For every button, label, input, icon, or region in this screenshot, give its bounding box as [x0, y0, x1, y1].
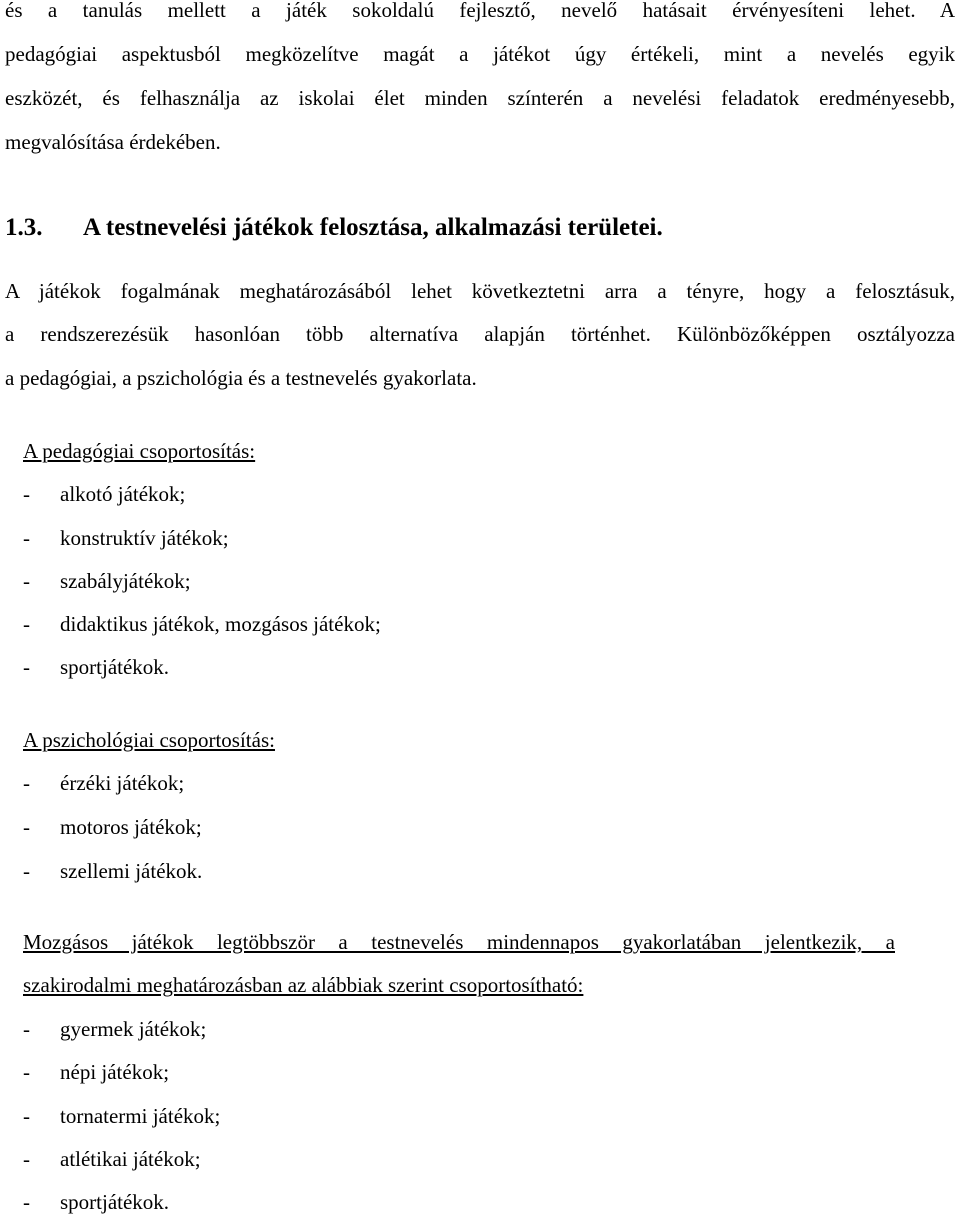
- list-marker: -: [23, 569, 30, 593]
- list-marker: -: [23, 771, 30, 795]
- intro-line-3: eszközét, és felhasználja az iskolai élet minden színterén a nevelési feladatok eredményesebb,: [5, 86, 955, 110]
- list-marker: -: [23, 655, 30, 679]
- list-item: [23, 859, 202, 883]
- movement-grouping-heading-line-1: Mozgásos játékok legtöbbször a testnevelés mindennapos gyakorlatában jelentkezik, a: [23, 930, 895, 954]
- list-marker: -: [23, 1104, 30, 1128]
- list-item-text: konstruktív játékok;: [60, 526, 229, 550]
- list-item: [23, 1060, 169, 1084]
- list-marker: -: [23, 482, 30, 506]
- intro-line-1: és a tanulás mellett a játék sokoldalú fejlesztő, nevelő hatásait érvényesíteni lehet. A: [5, 0, 955, 22]
- list-item: [23, 569, 191, 593]
- section-heading: [5, 214, 663, 242]
- list-marker: -: [23, 612, 30, 636]
- list-marker: -: [23, 859, 30, 883]
- list-item: [23, 1104, 220, 1128]
- section-paragraph-line-2: a rendszerezésük hasonlóan több alternatíva alapján történhet. Különbözőképpen osztályozza: [5, 322, 955, 346]
- list-item-text: didaktikus játékok, mozgásos játékok;: [60, 612, 381, 636]
- list-item-text: népi játékok;: [60, 1060, 170, 1084]
- section-title: A testnevelési játékok felosztása, alkalmazási területei.: [83, 214, 663, 241]
- intro-line-4: megvalósítása érdekében.: [5, 130, 221, 154]
- section-number: 1.3.: [5, 214, 43, 241]
- list-item-text: sportjátékok.: [60, 1190, 170, 1214]
- list-item-text: tornatermi játékok;: [60, 1104, 221, 1128]
- psychological-grouping-heading: A pszichológiai csoportosítás:: [23, 728, 275, 752]
- list-item: [23, 612, 381, 636]
- list-item: [23, 655, 169, 679]
- list-item-text: motoros játékok;: [60, 815, 202, 839]
- list-item-text: szabályjátékok;: [60, 569, 191, 593]
- section-paragraph-line-1: A játékok fogalmának meghatározásából lehet következtetni arra a tényre, hogy a felosztásuk,: [5, 279, 955, 303]
- list-item: [23, 482, 185, 506]
- list-marker: -: [23, 1060, 30, 1084]
- pedagogical-grouping-heading: A pedagógiai csoportosítás:: [23, 439, 256, 463]
- list-marker: -: [23, 1017, 30, 1041]
- list-item: [23, 526, 229, 550]
- list-item-text: sportjátékok.: [60, 655, 170, 679]
- list-marker: -: [23, 1190, 30, 1214]
- list-item: [23, 1147, 201, 1171]
- intro-line-2: pedagógiai aspektusból megközelítve magát a játékot úgy értékeli, mint a nevelés egyik: [5, 42, 955, 66]
- list-item-text: érzéki játékok;: [60, 771, 185, 795]
- list-item-text: alkotó játékok;: [60, 482, 186, 506]
- list-marker: -: [23, 1147, 30, 1171]
- section-paragraph-line-3: a pedagógiai, a pszichológia és a testnevelés gyakorlata.: [5, 366, 477, 390]
- list-item-text: szellemi játékok.: [60, 859, 203, 883]
- list-item: [23, 815, 202, 839]
- list-marker: -: [23, 815, 30, 839]
- list-item-text: atlétikai játékok;: [60, 1147, 201, 1171]
- movement-grouping-heading-line-2: szakirodalmi meghatározásban az alábbiak szerint csoportosítható:: [23, 973, 584, 997]
- list-marker: -: [23, 526, 30, 550]
- list-item-text: gyermek játékok;: [60, 1017, 207, 1041]
- list-item: [23, 1017, 206, 1041]
- list-item: [23, 771, 184, 795]
- list-item: [23, 1190, 169, 1214]
